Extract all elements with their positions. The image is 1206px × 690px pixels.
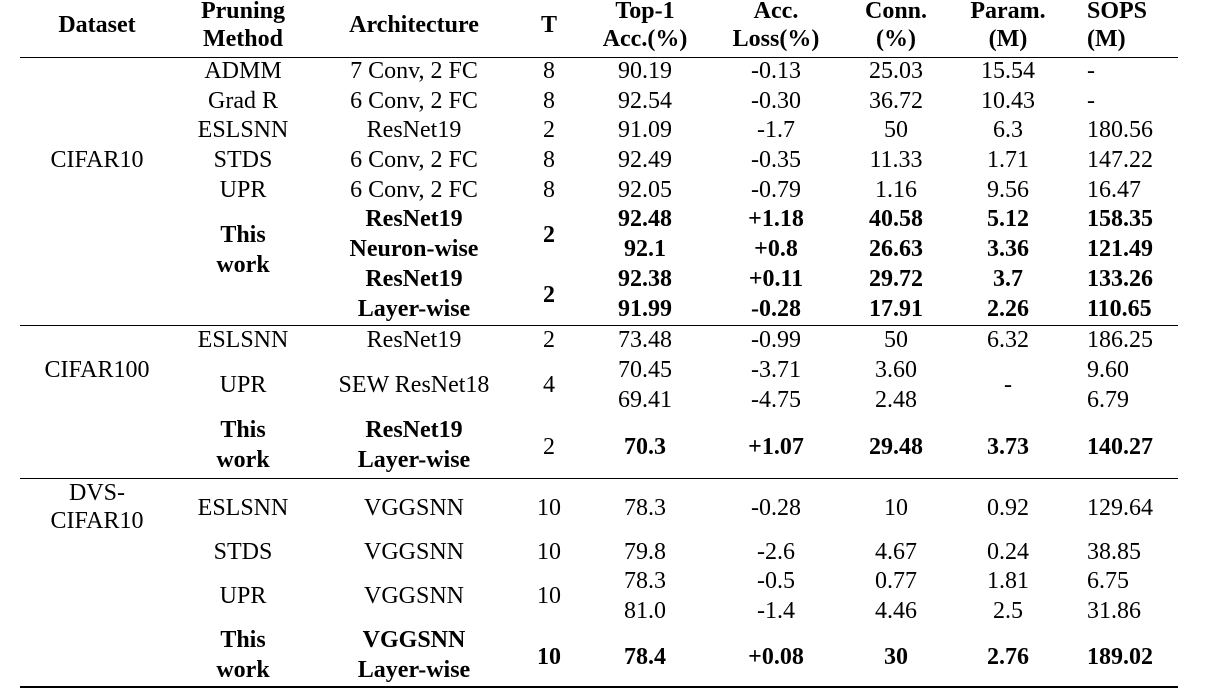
cell-t: 10 — [537, 583, 561, 609]
cell-acc: 90.19 — [618, 58, 672, 84]
header-conn-pct: (%) — [876, 26, 916, 52]
cell-loss: -0.79 — [751, 177, 801, 203]
cell-acc: 91.09 — [618, 117, 672, 143]
cell-sops: 9.60 — [1087, 357, 1129, 383]
cell-arch: ResNet19 — [365, 266, 463, 292]
header-param: Param. — [970, 0, 1046, 24]
header-dataset: Dataset — [58, 12, 136, 38]
cell-conn: 10 — [884, 495, 908, 521]
cell-sops: 129.64 — [1087, 495, 1153, 521]
cell-sops: 16.47 — [1087, 177, 1141, 203]
cell-acc: 78.4 — [624, 644, 666, 670]
cell-acc: 91.99 — [618, 296, 672, 322]
cell-t: 2 — [543, 282, 555, 308]
cell-method: UPR — [219, 583, 267, 609]
cell-sops: 38.85 — [1087, 539, 1141, 565]
cell-conn: 29.48 — [869, 434, 923, 460]
cell-method: This — [220, 417, 266, 443]
cell-param: 2.5 — [993, 598, 1023, 624]
cell-arch: VGGSNN — [363, 583, 465, 609]
cell-arch: VGGSNN — [363, 495, 465, 521]
header-architecture: Architecture — [349, 12, 479, 38]
cell-conn: 25.03 — [869, 58, 923, 84]
cell-t: 4 — [543, 372, 555, 398]
dataset-label: CIFAR10 — [50, 147, 144, 173]
cell-arch: Neuron-wise — [349, 236, 479, 262]
cell-method: ADMM — [204, 58, 282, 84]
cell-acc: 92.48 — [618, 206, 672, 232]
cell-arch: Layer-wise — [357, 296, 471, 322]
cell-method: ESLSNN — [197, 327, 289, 353]
header-pruning: Pruning — [200, 0, 286, 24]
cell-t: 10 — [537, 539, 561, 565]
cell-arch: Layer-wise — [357, 447, 471, 473]
cell-method: work — [216, 447, 270, 473]
cell-conn: 0.77 — [875, 568, 917, 594]
cell-acc: 81.0 — [624, 598, 666, 624]
cell-t: 8 — [543, 58, 555, 84]
cell-sops: 147.22 — [1087, 147, 1153, 173]
header-method: Method — [203, 26, 283, 52]
cell-loss: -0.35 — [751, 147, 801, 173]
cell-sops: 6.79 — [1087, 387, 1129, 413]
cell-acc: 92.49 — [618, 147, 672, 173]
cell-arch: ResNet19 — [365, 417, 463, 443]
cell-conn: 29.72 — [869, 266, 923, 292]
cell-param: 3.7 — [993, 266, 1023, 292]
cell-arch: SEW ResNet18 — [338, 372, 490, 398]
cell-acc: 69.41 — [618, 387, 672, 413]
cell-acc: 70.45 — [618, 357, 672, 383]
cell-sops: 186.25 — [1087, 327, 1153, 353]
cell-acc: 78.3 — [624, 495, 666, 521]
cell-param: 3.73 — [987, 434, 1029, 460]
cell-t: 2 — [543, 117, 555, 143]
cell-loss: +0.08 — [748, 644, 804, 670]
cell-sops: 31.86 — [1087, 598, 1141, 624]
cell-t: 10 — [537, 495, 561, 521]
header-t: T — [540, 12, 558, 38]
cell-conn: 2.48 — [875, 387, 917, 413]
cell-t: 8 — [543, 177, 555, 203]
header-top1: Top-1 — [615, 0, 675, 24]
cell-sops: 133.26 — [1087, 266, 1153, 292]
cell-acc: 70.3 — [624, 434, 666, 460]
rule-cifar100-end — [20, 478, 1178, 479]
cell-param: 5.12 — [987, 206, 1029, 232]
cell-method: Grad R — [208, 88, 278, 114]
cell-conn: 1.16 — [875, 177, 917, 203]
dataset-label: CIFAR10 — [50, 508, 144, 534]
cell-method: STDS — [213, 539, 273, 565]
cell-sops: 121.49 — [1087, 236, 1153, 262]
cell-conn: 50 — [884, 117, 908, 143]
cell-conn: 50 — [884, 327, 908, 353]
cell-method: UPR — [219, 372, 267, 398]
cell-t: 2 — [543, 222, 555, 248]
cell-t: 2 — [543, 434, 555, 460]
cell-arch: Layer-wise — [357, 657, 471, 683]
cell-param: 9.56 — [987, 177, 1029, 203]
rule-bottom — [20, 686, 1178, 688]
cell-acc: 92.05 — [618, 177, 672, 203]
cell-arch: VGGSNN — [362, 627, 466, 653]
cell-acc: 92.54 — [618, 88, 672, 114]
cell-acc: 79.8 — [624, 539, 666, 565]
header-loss: Loss(%) — [732, 26, 820, 52]
cell-param: 1.81 — [987, 568, 1029, 594]
cell-loss: -1.4 — [757, 598, 795, 624]
cell-acc: 92.38 — [618, 266, 672, 292]
cell-sops: 140.27 — [1087, 434, 1153, 460]
cell-conn: 30 — [884, 644, 908, 670]
cell-acc: 92.1 — [624, 236, 666, 262]
cell-t: 8 — [543, 88, 555, 114]
cell-sops: 110.65 — [1087, 296, 1152, 322]
cell-param: 10.43 — [981, 88, 1035, 114]
cell-arch: ResNet19 — [366, 117, 462, 143]
cell-loss: -2.6 — [757, 539, 795, 565]
header-acc: Acc. — [753, 0, 799, 24]
cell-loss: +1.18 — [748, 206, 804, 232]
cell-arch: 6 Conv, 2 FC — [350, 88, 478, 114]
cell-method: This — [220, 627, 266, 653]
cell-param: 1.71 — [987, 147, 1029, 173]
cell-loss: -0.99 — [751, 327, 801, 353]
cell-param: - — [1004, 372, 1012, 398]
cell-param: 3.36 — [987, 236, 1029, 262]
cell-arch: ResNet19 — [366, 327, 462, 353]
cell-arch: VGGSNN — [363, 539, 465, 565]
cell-sops: 6.75 — [1087, 568, 1129, 594]
cell-method: work — [216, 252, 270, 278]
cell-t: 2 — [543, 327, 555, 353]
cell-loss: -0.13 — [751, 58, 801, 84]
cell-loss: +0.11 — [748, 266, 804, 292]
header-sops-m: (M) — [1087, 26, 1126, 52]
cell-arch: ResNet19 — [365, 206, 463, 232]
cell-loss: -1.7 — [757, 117, 795, 143]
header-conn: Conn. — [864, 0, 928, 24]
cell-method: ESLSNN — [197, 495, 289, 521]
cell-method: STDS — [213, 147, 273, 173]
cell-param: 2.76 — [987, 644, 1029, 670]
cell-conn: 3.60 — [875, 357, 917, 383]
cell-conn: 26.63 — [869, 236, 923, 262]
cell-conn: 11.33 — [869, 147, 923, 173]
cell-sops: 158.35 — [1087, 206, 1153, 232]
dataset-label: CIFAR100 — [44, 357, 150, 383]
cell-conn: 40.58 — [869, 206, 923, 232]
cell-loss: +0.8 — [754, 236, 798, 262]
cell-method: work — [216, 657, 270, 683]
cell-arch: 6 Conv, 2 FC — [350, 177, 478, 203]
cell-param: 6.32 — [987, 327, 1029, 353]
cell-arch: 7 Conv, 2 FC — [350, 58, 478, 84]
cell-conn: 4.46 — [875, 598, 917, 624]
cell-acc: 78.3 — [624, 568, 666, 594]
cell-method: UPR — [219, 177, 267, 203]
cell-sops: - — [1087, 88, 1095, 114]
cell-sops: 180.56 — [1087, 117, 1153, 143]
cell-loss: -0.28 — [751, 495, 801, 521]
cell-param: 15.54 — [981, 58, 1035, 84]
cell-param: 2.26 — [987, 296, 1029, 322]
cell-loss: +1.07 — [748, 434, 804, 460]
cell-param: 6.3 — [993, 117, 1023, 143]
cell-arch: 6 Conv, 2 FC — [350, 147, 478, 173]
cell-sops: - — [1087, 58, 1095, 84]
dataset-label: DVS- — [68, 480, 126, 506]
cell-loss: -0.5 — [757, 568, 795, 594]
cell-loss: -3.71 — [751, 357, 801, 383]
cell-t: 8 — [543, 147, 555, 173]
cell-sops: 189.02 — [1087, 644, 1153, 670]
cell-conn: 36.72 — [869, 88, 923, 114]
cell-param: 0.92 — [987, 495, 1029, 521]
cell-loss: -0.28 — [751, 296, 801, 322]
cell-loss: -0.30 — [751, 88, 801, 114]
cell-conn: 17.91 — [869, 296, 923, 322]
cell-loss: -4.75 — [751, 387, 801, 413]
cell-method: This — [220, 222, 266, 248]
cell-acc: 73.48 — [618, 327, 672, 353]
header-sops: SOPS — [1087, 0, 1148, 24]
cell-param: 0.24 — [987, 539, 1029, 565]
cell-conn: 4.67 — [875, 539, 917, 565]
cell-t: 10 — [537, 644, 561, 670]
header-param-m: (M) — [988, 26, 1028, 52]
cell-method: ESLSNN — [197, 117, 289, 143]
header-top1-acc: Acc.(%) — [602, 26, 688, 52]
